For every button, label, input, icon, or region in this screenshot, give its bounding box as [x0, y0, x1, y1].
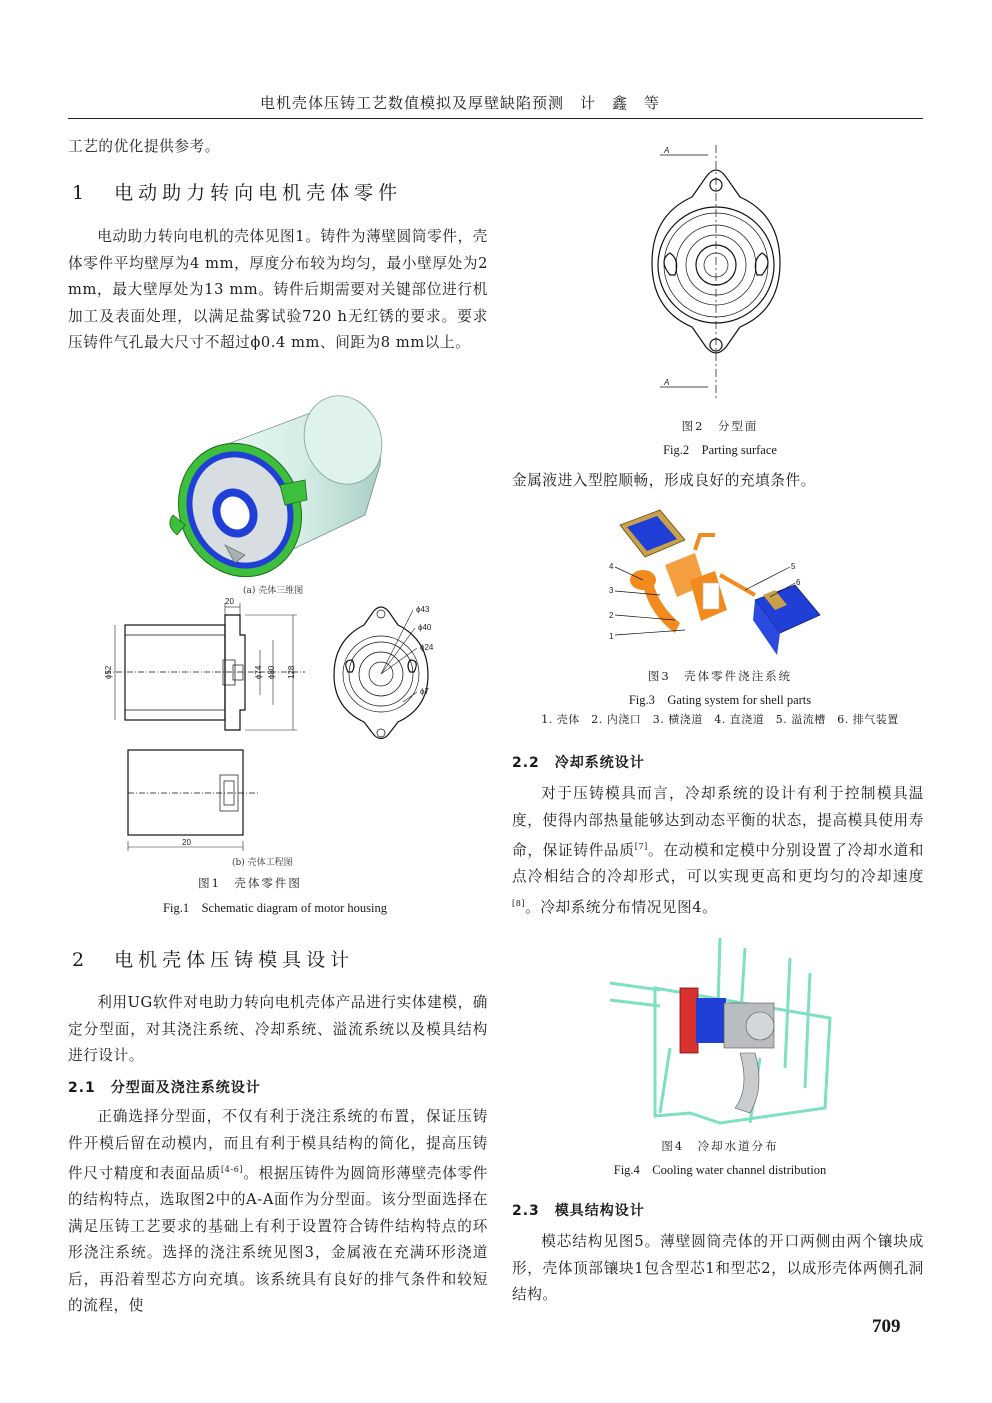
- figure-4-cooling-channels: [600, 928, 840, 1133]
- gating-label-2: 2: [609, 611, 614, 620]
- figure-1b-front-view: [328, 600, 443, 740]
- mold-core: [680, 988, 774, 1113]
- figure-2-caption-en: Fig.2 Parting surface: [663, 443, 777, 457]
- figure-2-caption-zh: 图2 分型面: [681, 419, 759, 433]
- dim-20-bottom: 20: [182, 838, 191, 847]
- citation-8: [8]: [512, 898, 526, 908]
- section-2-heading: [72, 945, 354, 972]
- citation-7: [7]: [634, 842, 648, 851]
- dim-phi40: ϕ40: [418, 623, 432, 632]
- paragraph-2-2-part-b: 。在动模和定模中分别设置了冷却水道和点冷相结合的冷却形式，可以实现更高和更均匀的冷却速度: [512, 841, 924, 886]
- gating-label-5: 5: [791, 562, 796, 571]
- figure-1a-3d-render: [165, 385, 395, 585]
- dim-phi24: ϕ24: [420, 643, 434, 652]
- figure-4-caption-zh: 图4 冷却水道分布: [661, 1139, 779, 1153]
- label-a-bottom: A: [664, 378, 670, 387]
- subsection-2-3-heading: 2.3 模具结构设计: [512, 1203, 645, 1219]
- figure-1a-subcaption: (a) 壳体三维图: [243, 586, 304, 596]
- dim-128: 128: [287, 665, 296, 679]
- figure-1b-side-view: [120, 745, 265, 855]
- dim-phi7: ϕ7: [420, 687, 429, 696]
- section-1-title: 电动助力转向电机壳体零件: [114, 182, 403, 204]
- dim-phi80: ϕ80: [267, 665, 276, 679]
- figure-2-parting-surface: [640, 145, 810, 405]
- overflow-block: [620, 510, 685, 557]
- header-rule: [68, 118, 923, 119]
- figure-1b-subcaption: (b) 壳体工程图: [232, 858, 293, 868]
- section-1-number: 1: [72, 182, 90, 204]
- paragraph-section-2-2: [512, 781, 924, 921]
- paragraph-2-2-part-a: 对于压铸模具而言，冷却系统的设计有利于控制模具温度，使得内部热量能够达到动态平衡的状态，提高模具使用寿命，保证铸件品质: [512, 785, 924, 859]
- figure-1-caption-zh: 图1 壳体零件图: [198, 876, 302, 890]
- dim-phi52: ϕ52: [104, 665, 113, 679]
- dim-phi74: ϕ74: [254, 665, 263, 679]
- gating-label-3: 3: [609, 586, 614, 595]
- figure-4-caption-en: Fig.4 Cooling water channel distribution: [613, 1163, 827, 1177]
- paragraph-section-2: 利用UG软件对电助力转向电机壳体产品进行实体建模，确定分型面，对其浇注系统、冷却系统、溢流系统以及模具结构进行设计。: [68, 994, 488, 1064]
- figure-3-caption-zh: 图3 壳体零件浇注系统: [647, 669, 793, 683]
- label-a-top: A: [664, 146, 670, 155]
- figure-3-caption-en: Fig.3 Gating system for shell parts: [628, 693, 812, 707]
- exhaust-block: [753, 585, 820, 655]
- subsection-2-2-heading: 2.2 冷却系统设计: [512, 755, 645, 771]
- paragraph-2-1-part-a: 正确选择分型面，不仅有利于浇注系统的布置，保证压铸件开模后留在动模内，而且有利于模具结构的简化，提高压铸件尺寸精度和表面品质: [68, 1108, 488, 1182]
- citation-4-6: [4-6]: [221, 1165, 244, 1174]
- gating-label-4: 4: [609, 562, 614, 571]
- paragraph-fig2-tail: 金属液进入型腔顺畅，形成良好的充填条件。: [512, 472, 816, 489]
- paragraph-intro-tail: 工艺的优化提供参考。: [68, 138, 220, 155]
- subsection-2-1-heading: 2.1 分型面及浇注系统设计: [68, 1080, 261, 1096]
- figure-3-gating-system: [605, 505, 835, 660]
- paragraph-2-2-part-c: 。冷却系统分布情况见图4。: [525, 898, 718, 916]
- figure-3-legend: 1. 壳体 2. 内浇口 3. 横浇道 4. 直浇道 5. 溢流槽 6. 排气装置: [541, 713, 899, 726]
- section-2-number: 2: [72, 949, 90, 971]
- section-1-heading: [72, 178, 402, 205]
- section-2-title: 电机壳体压铸模具设计: [114, 949, 355, 971]
- gating-label-1: 1: [609, 632, 614, 641]
- paragraph-section-1: 电动助力转向电机的壳体见图1。铸件为薄壁圆筒零件，壳体零件平均壁厚为4 mm，厚度分布较为均匀，最小壁厚处为2 mm，最大壁厚处为13 mm。铸件后期需要对关键部位进行机加工及表面处理，以满足盐雾试验720 h无红锈的要求。要求压铸件气孔最大尺寸不超过ϕ0.4 mm、间距为8 mm以上。: [68, 228, 488, 351]
- paragraph-section-2-1: [68, 1104, 488, 1320]
- paragraph-section-2-3: 模芯结构见图5。薄壁圆筒壳体的开口两侧由两个镶块成形，壳体顶部镶块1包含型芯1和型芯2，以成形壳体两侧孔洞结构。: [512, 1233, 924, 1303]
- figure-1b-section-view: [105, 595, 305, 745]
- gating-label-6: 6: [796, 578, 801, 587]
- dim-phi43: ϕ43: [416, 605, 430, 614]
- dim-20-top: 20: [225, 597, 234, 606]
- figure-1-caption-en: Fig.1 Schematic diagram of motor housing: [163, 901, 387, 915]
- page-number: 709: [872, 1316, 901, 1337]
- paragraph-2-1-part-b: 。根据压铸件为圆筒形薄壁壳体零件的结构特点，选取图2中的A-A面作为分型面。该分型面选择在满足压铸工艺要求的基础上有利于设置符合铸件结构特点的环形浇注系统。选择的浇注系统见图3，金属液在充满环形浇道后，再沿着型芯方向充填。该系统具有良好的排气条件和较短的流程，使: [68, 1164, 488, 1315]
- running-header: 电机壳体压铸工艺数值模拟及厚壁缺陷预测 计 鑫 等: [260, 94, 661, 112]
